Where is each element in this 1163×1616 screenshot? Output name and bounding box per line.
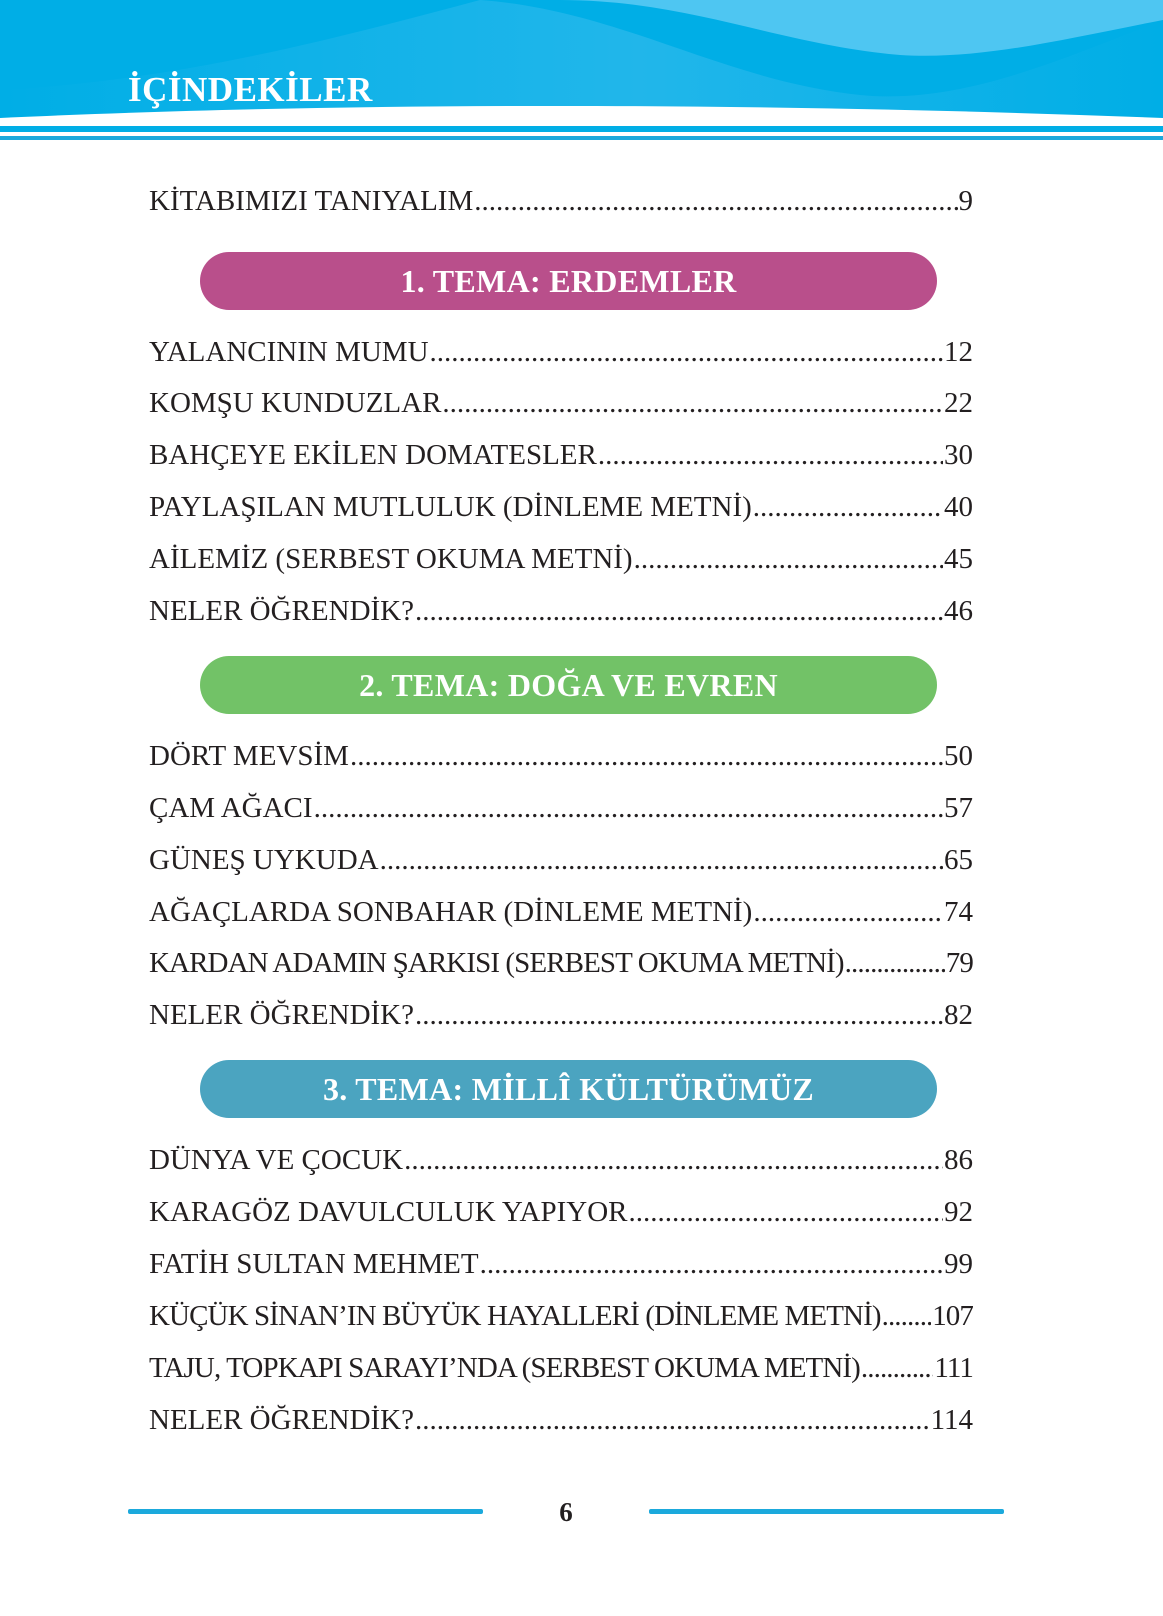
theme-banner-2: 2. TEMA: DOĞA VE EVREN xyxy=(200,656,937,714)
toc-entry-page: 114 xyxy=(930,1404,973,1436)
toc-leader-dots xyxy=(415,591,943,631)
footer-rule-left xyxy=(128,1509,483,1514)
toc-leader-dots xyxy=(598,435,943,475)
toc-entry-page: 46 xyxy=(944,595,973,627)
toc-entry[interactable] xyxy=(149,1244,973,1284)
toc-entry-page: 107 xyxy=(932,1300,973,1332)
toc-entry[interactable] xyxy=(149,487,973,527)
toc-entry-page: 74 xyxy=(944,896,973,928)
toc-entry-title: YALANCININ MUMU xyxy=(149,336,429,368)
toc-entry-title: TAJU, TOPKAPI SARAYI’NDA (SERBEST OKUMA METNİ) xyxy=(149,1352,860,1384)
toc-leader-dots xyxy=(753,892,943,932)
toc-entry-page: 86 xyxy=(944,1144,973,1176)
toc-leader-dots xyxy=(861,1348,933,1388)
toc-leader-dots xyxy=(882,1296,932,1336)
toc-entry[interactable] xyxy=(149,435,973,475)
toc-entry[interactable] xyxy=(149,539,973,579)
toc-entry-page: 12 xyxy=(944,336,973,368)
toc-entry-title: DÖRT MEVSİM xyxy=(149,740,349,772)
toc-entry-page: 9 xyxy=(958,185,973,217)
toc-entry-page: 111 xyxy=(934,1352,973,1384)
toc-entry-title: GÜNEŞ UYKUDA xyxy=(149,844,379,876)
toc-entry-title: DÜNYA VE ÇOCUK xyxy=(149,1144,404,1176)
header-banner xyxy=(0,0,1163,150)
toc-entry-intro[interactable] xyxy=(149,181,973,221)
toc-leader-dots xyxy=(430,332,943,372)
toc-entry-page: 92 xyxy=(944,1196,973,1228)
toc-entry[interactable] xyxy=(149,995,973,1035)
toc-entry-title: ÇAM AĞACI xyxy=(149,792,313,824)
toc-entry[interactable] xyxy=(149,383,973,423)
page-title: İÇİNDEKİLER xyxy=(128,70,373,109)
toc-entry[interactable] xyxy=(149,1296,973,1336)
toc-entry-page: 50 xyxy=(944,740,973,772)
toc-leader-dots xyxy=(442,383,943,423)
toc-leader-dots xyxy=(845,943,945,983)
toc-entry-title: KİTABIMIZI TANIYALIM xyxy=(149,185,474,217)
toc-entry-title: FATİH SULTAN MEHMET xyxy=(149,1248,479,1280)
toc-entry-title: BAHÇEYE EKİLEN DOMATESLER xyxy=(149,439,597,471)
toc-entry-page: 99 xyxy=(944,1248,973,1280)
toc-entry[interactable] xyxy=(149,1400,973,1440)
toc-entry[interactable] xyxy=(149,788,973,828)
toc-leader-dots xyxy=(753,487,943,527)
toc-entry-page: 57 xyxy=(944,792,973,824)
toc-entry-title: NELER ÖĞRENDİK? xyxy=(149,999,414,1031)
theme-banner-3: 3. TEMA: MİLLÎ KÜLTÜRÜMÜZ xyxy=(200,1060,937,1118)
toc-leader-dots xyxy=(634,539,943,579)
toc-entry-title: AİLEMİZ (SERBEST OKUMA METNİ) xyxy=(149,543,633,575)
toc-entry[interactable] xyxy=(149,892,973,932)
toc-entry[interactable] xyxy=(149,1140,973,1180)
toc-entry-title: PAYLAŞILAN MUTLULUK (DİNLEME METNİ) xyxy=(149,491,752,523)
toc-entry[interactable] xyxy=(149,840,973,880)
toc-entry[interactable] xyxy=(149,943,973,983)
toc-entry-page: 40 xyxy=(944,491,973,523)
toc-entry-title: KARDAN ADAMIN ŞARKISI (SERBEST OKUMA METNİ) xyxy=(149,947,844,979)
toc-leader-dots xyxy=(415,1400,930,1440)
toc-entry[interactable] xyxy=(149,1192,973,1232)
footer-rule-right xyxy=(649,1509,1004,1514)
theme-banner-1: 1. TEMA: ERDEMLER xyxy=(200,252,937,310)
toc-entry[interactable] xyxy=(149,736,973,776)
toc-entry-title: NELER ÖĞRENDİK? xyxy=(149,1404,414,1436)
toc-entry[interactable] xyxy=(149,332,973,372)
toc-entry-title: AĞAÇLARDA SONBAHAR (DİNLEME METNİ) xyxy=(149,896,753,928)
toc-leader-dots xyxy=(350,736,943,776)
toc-leader-dots xyxy=(314,788,943,828)
toc-entry-page: 65 xyxy=(944,844,973,876)
toc-entry-page: 82 xyxy=(944,999,973,1031)
toc-leader-dots xyxy=(415,995,943,1035)
toc-leader-dots xyxy=(629,1192,943,1232)
toc-leader-dots xyxy=(474,181,957,221)
toc-entry-title: KOMŞU KUNDUZLAR xyxy=(149,387,442,419)
toc-entry-page: 79 xyxy=(945,947,973,979)
toc-entry[interactable] xyxy=(149,1348,973,1388)
toc-leader-dots xyxy=(480,1244,943,1284)
toc-entry-page: 30 xyxy=(944,439,973,471)
toc-entry-page: 45 xyxy=(944,543,973,575)
page-number: 6 xyxy=(559,1497,573,1527)
toc-entry-page: 22 xyxy=(944,387,973,419)
toc-entry-title: NELER ÖĞRENDİK? xyxy=(149,595,414,627)
toc-entry-title: KÜÇÜK SİNAN’IN BÜYÜK HAYALLERİ (DİNLEME METNİ) xyxy=(149,1300,881,1332)
toc-entry[interactable] xyxy=(149,591,973,631)
toc-leader-dots xyxy=(404,1140,943,1180)
toc-entry-title: KARAGÖZ DAVULCULUK YAPIYOR xyxy=(149,1196,628,1228)
toc-leader-dots xyxy=(380,840,943,880)
